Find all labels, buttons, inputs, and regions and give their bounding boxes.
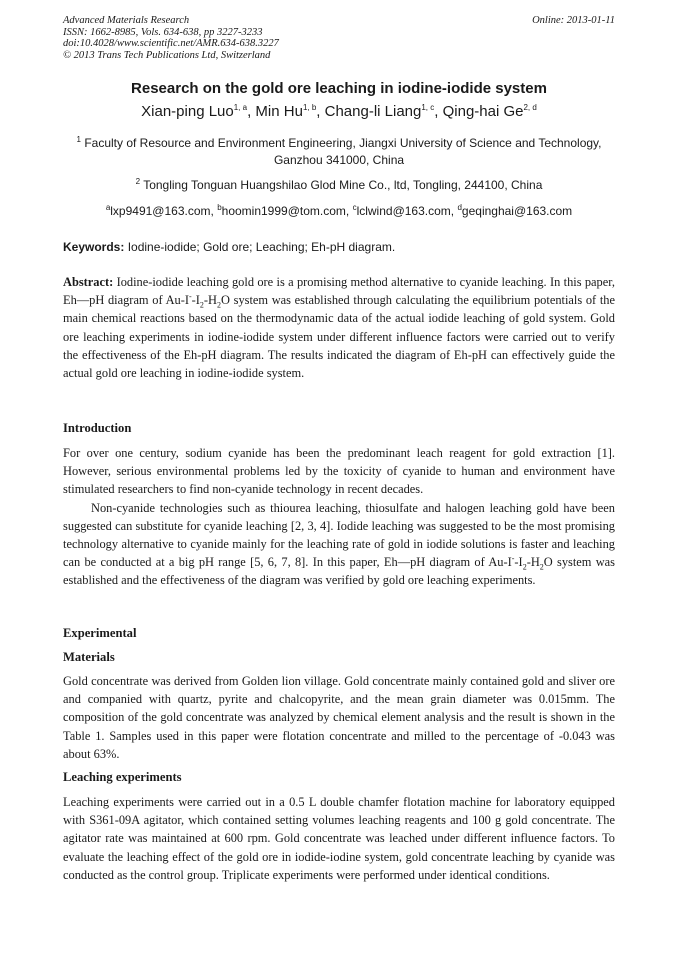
- author-superscript: 1, a: [233, 103, 248, 112]
- subscript: 2: [217, 300, 221, 310]
- affiliation-text: Ganzhou 341000, China: [273, 153, 405, 167]
- email-superscript: d: [457, 203, 462, 212]
- paragraph-text: -H: [526, 555, 540, 570]
- email-link[interactable]: lxp9491@163.com,: [110, 204, 214, 218]
- abstract-text: -H: [203, 293, 217, 308]
- abstract-text: Iodine-iodide leaching gold ore is a promising method alternative to cyanide leaching. In this paper, Eh—pH diagram of Au-I: [63, 275, 615, 308]
- author-list: Xian-ping Luo$^{1, a}$, Min Hu$^{1, b}$, Chang-li Liang$^{1, c}$, Qing-hai Ge$^{2, d}$: [141, 103, 537, 120]
- copyright-line: © 2013 Trans Tech Publications Ltd, Switzerland: [63, 49, 271, 61]
- leaching-heading: Leaching experiments: [63, 770, 182, 784]
- paragraph-text: -I: [514, 555, 523, 570]
- author-name: Qing-hai Ge: [442, 103, 524, 120]
- affiliation-number: 2: [135, 177, 141, 186]
- email-list: [63, 203, 615, 220]
- abstract-text: -I: [191, 293, 200, 308]
- paragraph: For over one century, sodium cyanide has been the predominant leach reagent for gold extraction [1]. However, serious environmental problems led by the toxicity of cyanide to human and environment have stimulated researchers to find non-cyanide technology in recent decades.: [63, 446, 615, 497]
- paragraph-text: O system was established and the effectiveness of the diagram was verified by gold ore leaching experiments.: [63, 555, 615, 588]
- email-link[interactable]: geqinghai@163.com: [461, 204, 573, 218]
- keywords-text: Iodine-iodide; Gold ore; Leaching; Eh-pH diagram.: [127, 240, 396, 254]
- affiliation-1: [63, 135, 615, 169]
- email-superscript: b: [217, 203, 222, 212]
- abstract-text: O system was established through calculating the equilibrium potentials of the main chemical reactions based on the thermodynamic data of the actual iodide leaching of gold system. Gold ore leaching experiments in iodine-iodide system under different influence factors were carried out to verify the effectiveness of the Eh-pH diagram. The results indicated the diagram of Eh-pH can effectively guide the actual gold ore leaching in iodine-iodide system.: [63, 293, 615, 381]
- affiliation-number: 1: [76, 135, 81, 144]
- abstract-label: Abstract:: [63, 275, 114, 289]
- materials-heading: Materials: [63, 650, 115, 664]
- email-link[interactable]: lclwind@163.com,: [356, 204, 455, 218]
- affiliation-2: [63, 177, 615, 194]
- introduction-body: [63, 444, 615, 590]
- paragraph-text: Non-cyanide technologies such as thiourea leaching, thiosulfate and halogen leaching gold have been suggested can substitute for cyanide leaching [2, 3, 4]. Iodide leaching was suggested to be the most promising technology alternative to cyanide mainly for the leaching rate of gold in iodide solutions is faster and leaching can be conducted at a big pH range [5, 6, 7, 8]. In this paper, Eh—pH diagram of Au-I: [63, 500, 615, 570]
- doi-line[interactable]: doi:10.4028/www.scientific.net/AMR.634-638.3227: [63, 38, 279, 50]
- issn-line: ISSN: 1662-8985, Vols. 634-638, pp 3227-3233: [63, 26, 263, 38]
- online-date: Online: 2013-01-11: [532, 15, 615, 26]
- subscript: 2: [539, 562, 544, 572]
- journal-header: [63, 15, 615, 61]
- email-superscript: a: [105, 203, 111, 212]
- superscript: -: [511, 554, 515, 564]
- author-superscript: 1, c: [421, 103, 435, 112]
- affiliation-text: Tongling Tonguan Huangshilao Glod Mine Co., ltd, Tongling, 244100, China: [143, 178, 543, 192]
- affiliation-text: Faculty of Resource and Environment Engineering, Jiangxi University of Science and Technology,: [84, 136, 602, 150]
- email-link[interactable]: hoomin1999@tom.com,: [221, 204, 350, 218]
- abstract: [63, 273, 615, 382]
- paragraph: [63, 499, 615, 590]
- experimental-heading: Experimental: [63, 626, 137, 640]
- keywords: [63, 240, 615, 254]
- leaching-body: [63, 793, 615, 884]
- author-superscript: 2, d: [523, 103, 537, 112]
- subscript: 2: [522, 562, 527, 572]
- journal-name: Advanced Materials Research: [63, 15, 190, 26]
- author-superscript: 1, b: [302, 103, 317, 112]
- introduction-heading: Introduction: [63, 421, 132, 435]
- author-name: Chang-li Liang: [324, 103, 422, 120]
- author-name: Min Hu: [255, 103, 303, 120]
- paragraph: Gold concentrate was derived from Golden lion village. Gold concentrate mainly contained gold and sliver ore and companied with quartz, pyrite and chalcopyrite, and the mean grain diameter was 0.015mm. The composition of the gold concentrate was analyzed by chemical element analysis and the result is shown in the Table 1. Samples used in this paper were flotation concentrate and milled to the percentage of -0.043 was about 63%.: [63, 674, 615, 761]
- email-superscript: c: [352, 203, 357, 212]
- subscript: 2: [199, 300, 204, 310]
- paper-title: Research on the gold ore leaching in iodine-iodide system: [131, 80, 547, 97]
- superscript: -: [188, 292, 192, 302]
- keywords-label: Keywords:: [63, 240, 125, 254]
- materials-body: [63, 672, 615, 763]
- paragraph: Leaching experiments were carried out in a 0.5 L double chamfer flotation machine for laboratory equipped with S361-09A agitator, which contained setting volumes leaching reagents and 100 g gold concentrate. The agitator rate was maintained at 600 rpm. Gold concentrate was leached under different influence factors. To evaluate the leaching effect of the gold ore in iodide-iodine system, gold concentrate leaching by cyanide was conducted as the control group. Triplicate experiments were performed under identical conditions.: [63, 795, 615, 882]
- author-name: Xian-ping Luo: [141, 103, 234, 120]
